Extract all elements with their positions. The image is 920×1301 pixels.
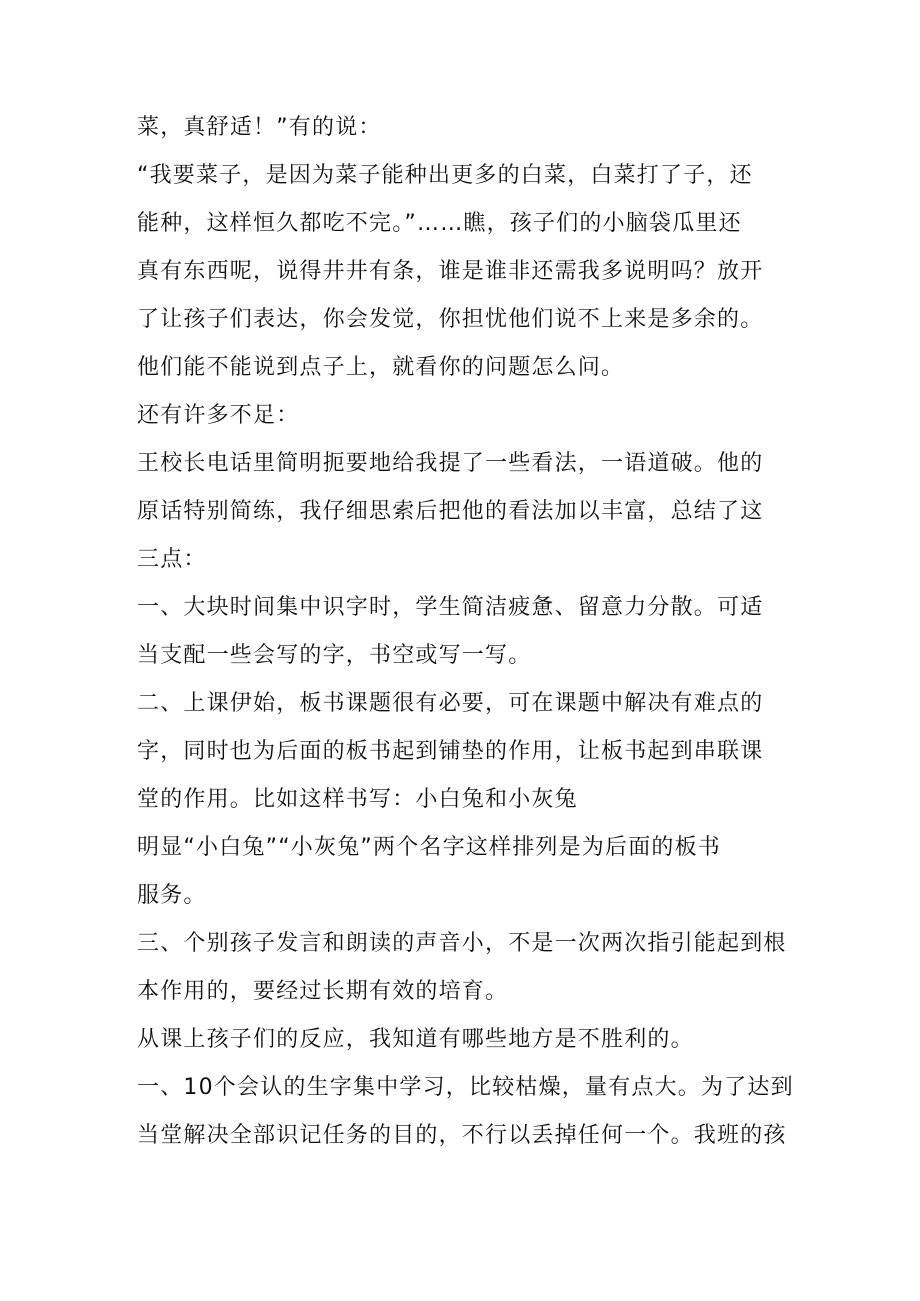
text-line: 三、个别孩子发言和朗读的声音小，不是一次两次指引能起到根 — [137, 931, 787, 956]
text-line: 王校长电话里简明扼要地给我提了一些看法，一语道破。他的 — [137, 451, 764, 476]
text-line: 堂的作用。比如这样书写：小白兔和小灰兔 — [137, 787, 578, 812]
text-line: 能种，这样恒久都吃不完。”……瞧，孩子们的小脑袋瓜里还 — [137, 211, 742, 236]
text-line: 还有许多不足： — [137, 403, 300, 428]
text-line: 他们能不能说到点子上，就看你的问题怎么问。 — [137, 355, 625, 380]
text-line: 一、10个会认的生字集中学习，比较枯燥，量有点大。为了达到 — [137, 1075, 794, 1100]
text-line: 当支配一些会写的字，书空或写一写。 — [137, 643, 532, 668]
text-line: 菜，真舒适！”有的说： — [137, 115, 382, 140]
text-line: 本作用的，要经过长期有效的培育。 — [137, 979, 509, 1004]
text-line: 原话特别简练，我仔细思索后把他的看法加以丰富，总结了这 — [137, 499, 764, 524]
text-line: 一、大块时间集中识字时，学生简洁疲惫、留意力分散。可适 — [137, 595, 764, 620]
text-line: “我要菜子，是因为菜子能种出更多的白菜，白菜打了子，还 — [137, 163, 753, 188]
text-line: 字，同时也为后面的板书起到铺垫的作用，让板书起到串联课 — [137, 739, 764, 764]
text-line: 三点： — [137, 547, 207, 572]
text-line: 当堂解决全部识记任务的目的，不行以丢掉任何一个。我班的孩 — [137, 1123, 787, 1148]
text-line: 二、上课伊始，板书课题很有必要，可在课题中解决有难点的 — [137, 691, 764, 716]
text-line: 真有东西呢，说得井井有条，谁是谁非还需我多说明吗？放开 — [137, 259, 764, 284]
text-line: 了让孩子们表达，你会发觉，你担忧他们说不上来是多余的。 — [137, 307, 764, 332]
text-line: 明显“小白兔”“小灰兔”两个名字这样排列是为后面的板书 — [137, 835, 721, 860]
text-line: 从课上孩子们的反应，我知道有哪些地方是不胜利的。 — [137, 1027, 694, 1052]
text-line: 服务。 — [137, 883, 207, 908]
